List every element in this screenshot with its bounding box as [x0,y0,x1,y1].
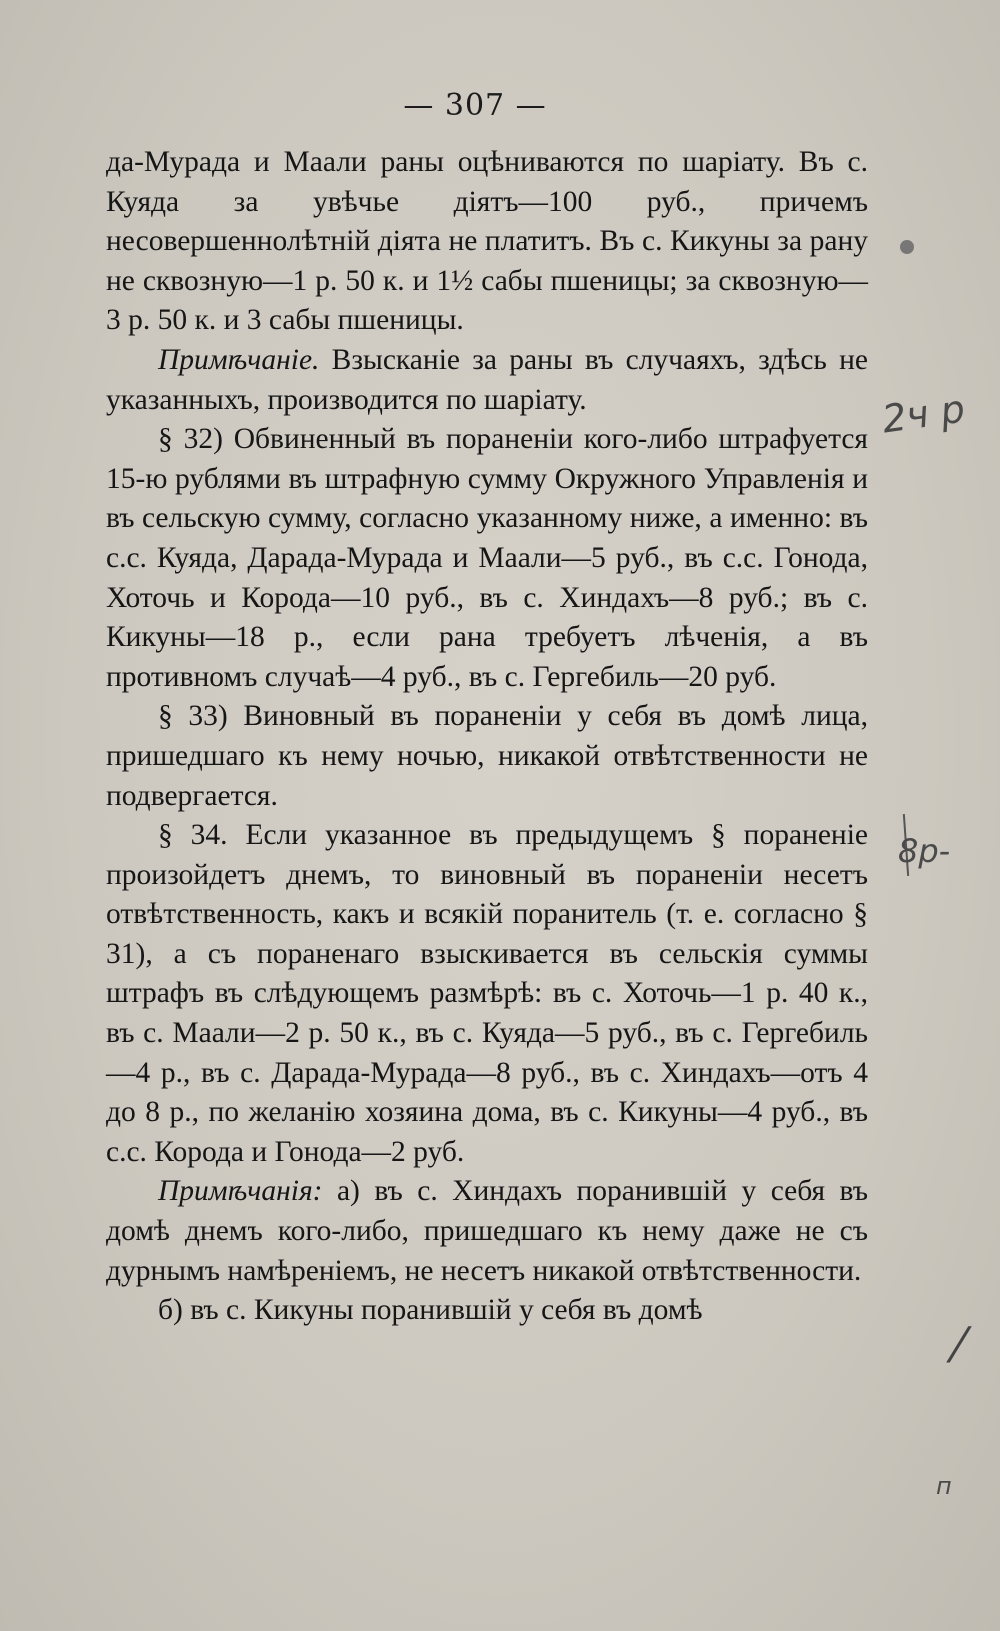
handwritten-margin-note: 8р- [898,832,951,870]
paragraph-note [106,341,868,420]
paragraph-section-34 [106,816,868,1172]
page-number: — 307 — [403,88,547,123]
paragraph-text: § 32) Обвиненный въ пораненіи кого-либо штрафуется 15-ю рублями въ штрафную сумму Окружного Управленія и въ сельскую сумму, согласно указанному ниже, а именно: въ с.с. Куяда, Дарада-Мурада и Маали—5 руб., въ с.с. Гонода, Хоточь и Корода—10 руб., въ с. Хиндахъ—8 руб.; въ с. Кикуны—18 р., если рана требуетъ лѣченія, а въ противномъ случаѣ—4 руб., въ с. Гергебиль—20 руб. [106,423,868,693]
handwritten-margin-note: п [936,1472,952,1500]
ink-spot [900,240,914,254]
paragraph-section-33 [106,697,868,816]
margin-slash-mark: ⁄ [955,1318,964,1374]
paragraph-section-32 [106,420,868,697]
paragraph-continuation [106,143,868,341]
note-label: Примѣчаніе. [158,343,320,376]
paragraph-notes [106,1172,868,1291]
paragraph-text: да-Мурада и Маали раны оцѣниваются по шаріату. Въ с. Куяда за увѣчье діятъ—100 руб., причемъ несовершеннолѣтній діята не платитъ. Въ с. Кикуны за рану не сквозную—1 р. 50 к. и 1½ сабы пшеницы; за сквозную—3 р. 50 к. и 3 сабы пшеницы. [106,146,868,337]
paragraph-text: § 34. Если указанное въ предыдущемъ § пораненіе произойдетъ днемъ, то виновный въ пораненіи несетъ отвѣтственность, какъ и всякій поранитель (т. е. согласно § 31), а съ пораненаго взыскивается въ сельскія суммы штрафъ въ слѣдующемъ размѣрѣ: въ с. Хоточь—1 р. 40 к., въ с. Маали—2 р. 50 к., въ с. Куяда—5 руб., въ с. Гергебиль—4 р., въ с. Дарада-Мурада—8 руб., въ с. Хиндахъ—отъ 4 до 8 р., по желанію хозяина дома, въ с. Кикуны—4 руб., въ с.с. Корода и Гонода—2 руб. [106,819,868,1168]
paragraph-text: Взысканіе за раны въ случаяхъ, здѣсь не указанныхъ, производится по шаріату. [106,343,868,416]
paragraph-text: б) въ с. Кикуны поранившій у себя въ домѣ [158,1294,703,1327]
paragraph-text: а) въ с. Хиндахъ поранившій у себя въ домѣ днемъ кого-либо, пришедшаго къ нему даже не съ дурнымъ намѣреніемъ, не несетъ никакой отвѣтственности. [106,1175,868,1287]
notes-label: Примѣчанія: [158,1175,323,1208]
handwritten-margin-note: 2ч р [879,386,968,442]
main-text [106,143,868,1331]
paragraph-text: § 33) Виновный въ пораненіи у себя въ домѣ лица, пришедшаго къ нему ночью, никакой отвѣтственности не подвергается. [106,700,868,812]
paragraph-note-b [106,1291,868,1331]
